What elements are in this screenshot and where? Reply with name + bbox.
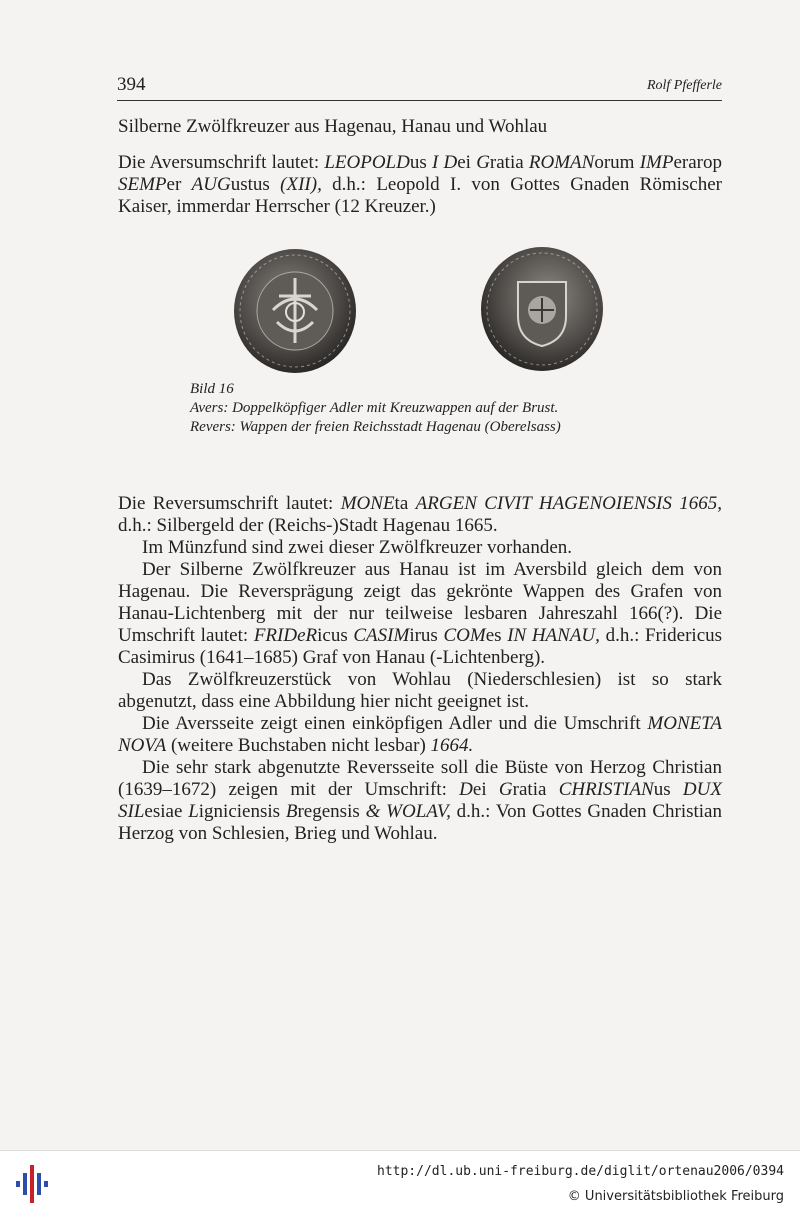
figure-caption-line2: Revers: Wappen der freien Reichsstadt Hagenau (Oberelsass) [190,419,561,435]
paragraph-avers: Die Aversumschrift lautet: LEOPOLDus I Dei Gratia ROMANorum IMPerarор SEMPer AUGustus (XII), d.h.: Leopold I. von Gottes Gnaden Römischer Kaiser, immerdar Herrscher (12 Kreuzer.) [118,152,722,217]
viewer-footer [0,1150,800,1213]
page-number: 394 [117,74,146,95]
coin-figure [0,246,800,386]
figure-caption [190,380,561,437]
figure-label: Bild 16 [190,381,234,397]
body-text [118,493,722,845]
paragraph-revers: Die Reversumschrift lautet: MONEta ARGEN CIVIT HAGENOIENSIS 1665, d.h.: Silbergeld der (Reichs-)Stadt Hagenau 1665. [118,493,722,536]
coin-avers-image [233,248,357,374]
copyright-notice: © Universitätsbibliothek Freiburg [567,1189,784,1204]
running-author: Rolf Pfefferle [646,78,722,93]
paragraph-wohlau: Das Zwölfkreuzerstück von Wohlau (Niederschlesien) ist so stark abgenutzt, dass eine Abbildung hier nicht geeignet ist. [118,669,722,712]
section-title: Silberne Zwölfkreuzer aus Hagenau, Hanau und Wohlau [118,116,548,137]
paragraph-wohlau-revers: Die sehr stark abgenutzte Reversseite soll die Büste von Herzog Christian (1639–1672) zeigen mit der Umschrift: Dei Gratia CHRISTIANus DUX SILesiae Ligniciensis Bregensis & WOLAV, d.h.: Von Gottes Gnaden Christian Herzog von Schlesien, Brieg und Wohlau. [118,757,722,844]
paragraph-find: Im Münzfund sind zwei dieser Zwölfkreuzer vorhanden. [142,537,572,558]
paragraph-wohlau-avers: Die Aversseite zeigt einen einköpfigen Adler und die Umschrift MONETA NOVA (weitere Buchstaben nicht lesbar) 1664. [118,713,722,756]
paragraph-hanau: Der Silberne Zwölfkreuzer aus Hanau ist im Aversbild gleich dem von Hagenau. Die Reversprägung zeigt das gekrönte Wappen des Grafen von Hanau-Lichtenberg mit der nur teilweise lesbaren Jahreszahl 166(?). Die Umschrift lautet: FRIDeRicus CASIMirus COMes IN HANAU, d.h.: Fridericus Casimirus (1641–1685) Graf von Hanau (-Lichtenberg). [118,559,723,668]
coin-revers-image [480,246,604,372]
figure-caption-line1: Avers: Doppelköpfiger Adler mit Kreuzwappen auf der Brust. [190,400,559,416]
page-header [117,74,722,101]
university-library-logo-icon [12,1165,52,1203]
permalink-url[interactable]: http://dl.ub.uni-freiburg.de/diglit/ortenau2006/0394 [377,1164,784,1179]
